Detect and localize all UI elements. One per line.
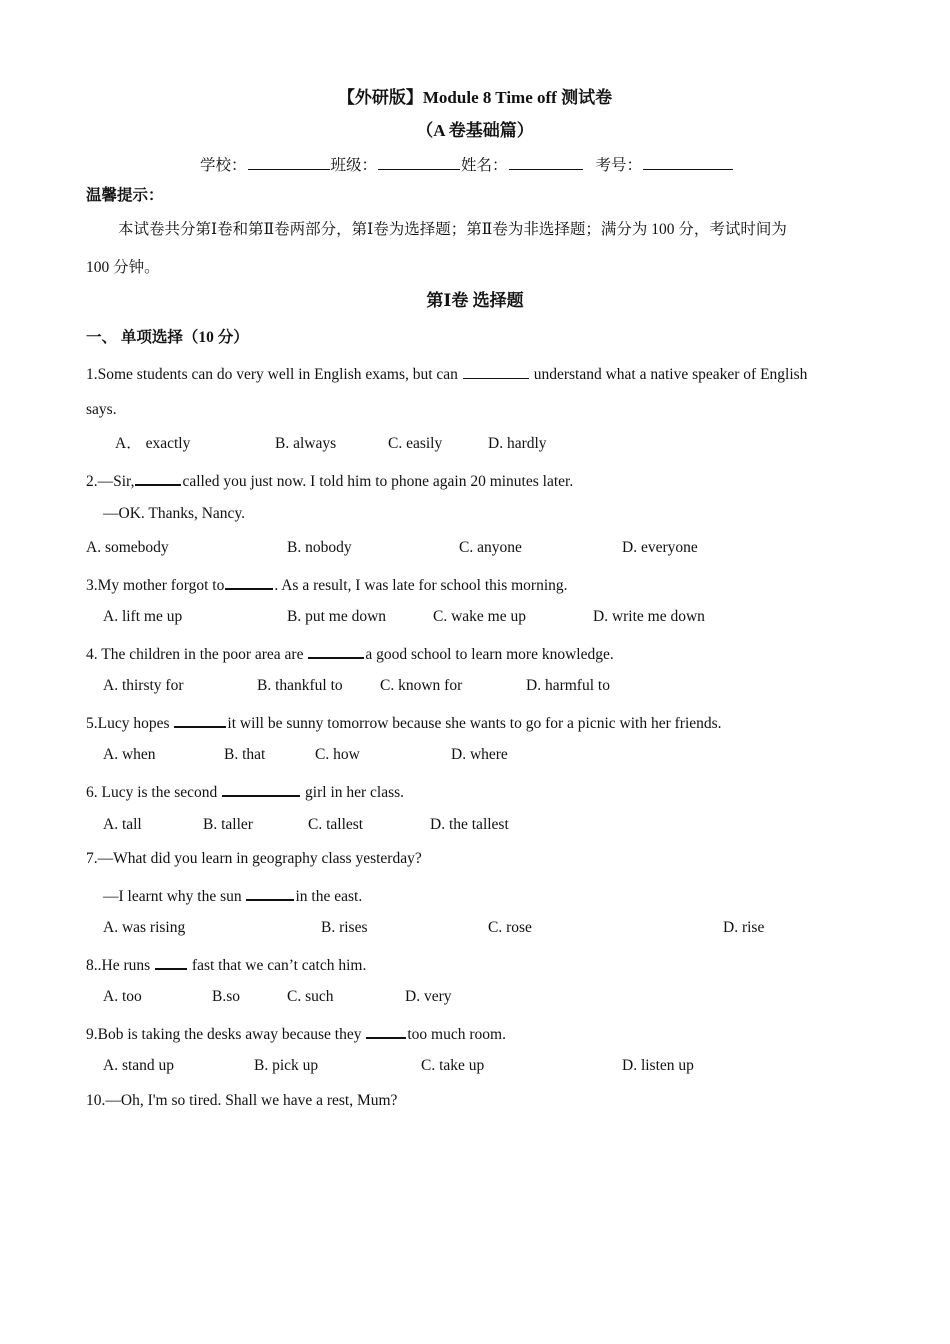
answer-blank xyxy=(308,642,364,659)
question-6-option-c: C. tallest xyxy=(308,816,364,833)
question-8-option-d: D. very xyxy=(405,988,452,1005)
question-1-option-a: A． exactly xyxy=(115,435,191,452)
student-info-line xyxy=(200,154,734,176)
answer-blank xyxy=(366,1022,406,1039)
name-label: 姓名： xyxy=(461,157,508,174)
question-2-option-d: D. everyone xyxy=(622,539,698,556)
notice-heading: 温馨提示： xyxy=(86,187,164,204)
part1-title: 第Ⅰ卷 选择题 xyxy=(426,291,524,310)
question-4-option-b: B. thankful to xyxy=(257,677,343,694)
question-1-option-d: D. hardly xyxy=(488,435,547,452)
answer-blank xyxy=(222,780,300,797)
question-10-stem: 10.—Oh, I'm so tired. Shall we have a rest, Mum? xyxy=(86,1092,398,1109)
question-6-option-a: A. tall xyxy=(103,816,142,833)
class-blank xyxy=(378,154,460,170)
question-7-option-b: B. rises xyxy=(321,919,368,936)
question-2-option-c: C. anyone xyxy=(459,539,522,556)
question-2-option-a: A. somebody xyxy=(86,539,169,556)
question-6-option-d: D. the tallest xyxy=(430,816,509,833)
question-8-option-a: A. too xyxy=(103,988,142,1005)
question-2-stem-line-2: —OK. Thanks, Nancy. xyxy=(103,505,246,522)
question-2-option-b: B. nobody xyxy=(287,539,352,556)
question-9-stem: 9.Bob is taking the desks away because they too much room. xyxy=(86,1022,506,1045)
question-1-option-b: B. always xyxy=(275,435,337,452)
notice-line-2: 100 分钟。 xyxy=(86,259,160,276)
question-9-option-b: B. pick up xyxy=(254,1057,319,1074)
question-6-option-b: B. taller xyxy=(203,816,253,833)
answer-blank xyxy=(135,469,181,486)
question-8-option-b: B.so xyxy=(212,988,240,1005)
question-7-option-d: D. rise xyxy=(723,919,765,936)
answer-blank xyxy=(155,953,187,970)
question-7-option-a: A. was rising xyxy=(103,919,186,936)
school-blank xyxy=(248,154,330,170)
question-4-option-a: A. thirsty for xyxy=(103,677,184,694)
answer-blank xyxy=(246,884,294,901)
answer-blank xyxy=(174,711,226,728)
question-4-option-d: D. harmful to xyxy=(526,677,610,694)
question-7-option-c: C. rose xyxy=(488,919,532,936)
question-6-stem: 6. Lucy is the second girl in her class. xyxy=(86,780,404,803)
question-9-option-d: D. listen up xyxy=(622,1057,694,1074)
question-5-option-c: C. how xyxy=(315,746,360,763)
question-9-option-c: C. take up xyxy=(421,1057,485,1074)
question-1-option-c: C. easily xyxy=(388,435,443,452)
question-3-option-d: D. write me down xyxy=(593,608,705,625)
question-3-option-b: B. put me down xyxy=(287,608,387,625)
question-7-stem-line-2: —I learnt why the sun in the east. xyxy=(103,884,362,907)
question-4-option-c: C. known for xyxy=(380,677,463,694)
question-5-stem: 5.Lucy hopes it will be sunny tomorrow because she wants to go for a picnic with her friends. xyxy=(86,711,722,734)
exam-no-blank xyxy=(643,154,733,170)
question-1-stem: 1.Some students can do very well in English exams, but can understand what a native speaker of English xyxy=(86,363,807,385)
name-blank xyxy=(509,154,583,170)
question-8-option-c: C. such xyxy=(287,988,334,1005)
class-label: 班级： xyxy=(330,157,378,174)
question-1-stem-line-2: says. xyxy=(86,401,117,418)
exam-subtitle: （A 卷基础篇） xyxy=(416,121,534,140)
question-2-stem: 2.—Sir, called you just now. I told him to phone again 20 minutes later. xyxy=(86,469,573,492)
notice-line-1: 本试卷共分第Ⅰ卷和第Ⅱ卷两部分，第Ⅰ卷为选择题；第Ⅱ卷为非选择题；满分为 100 分，考试时间为 xyxy=(118,221,787,238)
question-4-stem: 4. The children in the poor area are a good school to learn more knowledge. xyxy=(86,642,614,665)
question-5-option-d: D. where xyxy=(451,746,508,763)
section1-title: 一、 单项选择（10 分） xyxy=(86,329,249,346)
question-5-option-a: A. when xyxy=(103,746,156,763)
exam-no-label: 考号： xyxy=(595,157,643,174)
question-9-option-a: A. stand up xyxy=(103,1057,175,1074)
answer-blank xyxy=(463,363,529,379)
question-3-option-a: A. lift me up xyxy=(103,608,183,625)
answer-blank xyxy=(225,573,273,590)
school-label: 学校： xyxy=(200,157,247,174)
question-7-stem: 7.—What did you learn in geography class yesterday? xyxy=(86,850,422,867)
exam-title: 【外研版】Module 8 Time off 测试卷 xyxy=(337,88,613,107)
question-8-stem: 8..He runs fast that we can’t catch him. xyxy=(86,953,366,976)
question-3-option-c: C. wake me up xyxy=(433,608,526,625)
question-5-option-b: B. that xyxy=(224,746,266,763)
question-3-stem: 3.My mother forgot to . As a result, I was late for school this morning. xyxy=(86,573,568,596)
